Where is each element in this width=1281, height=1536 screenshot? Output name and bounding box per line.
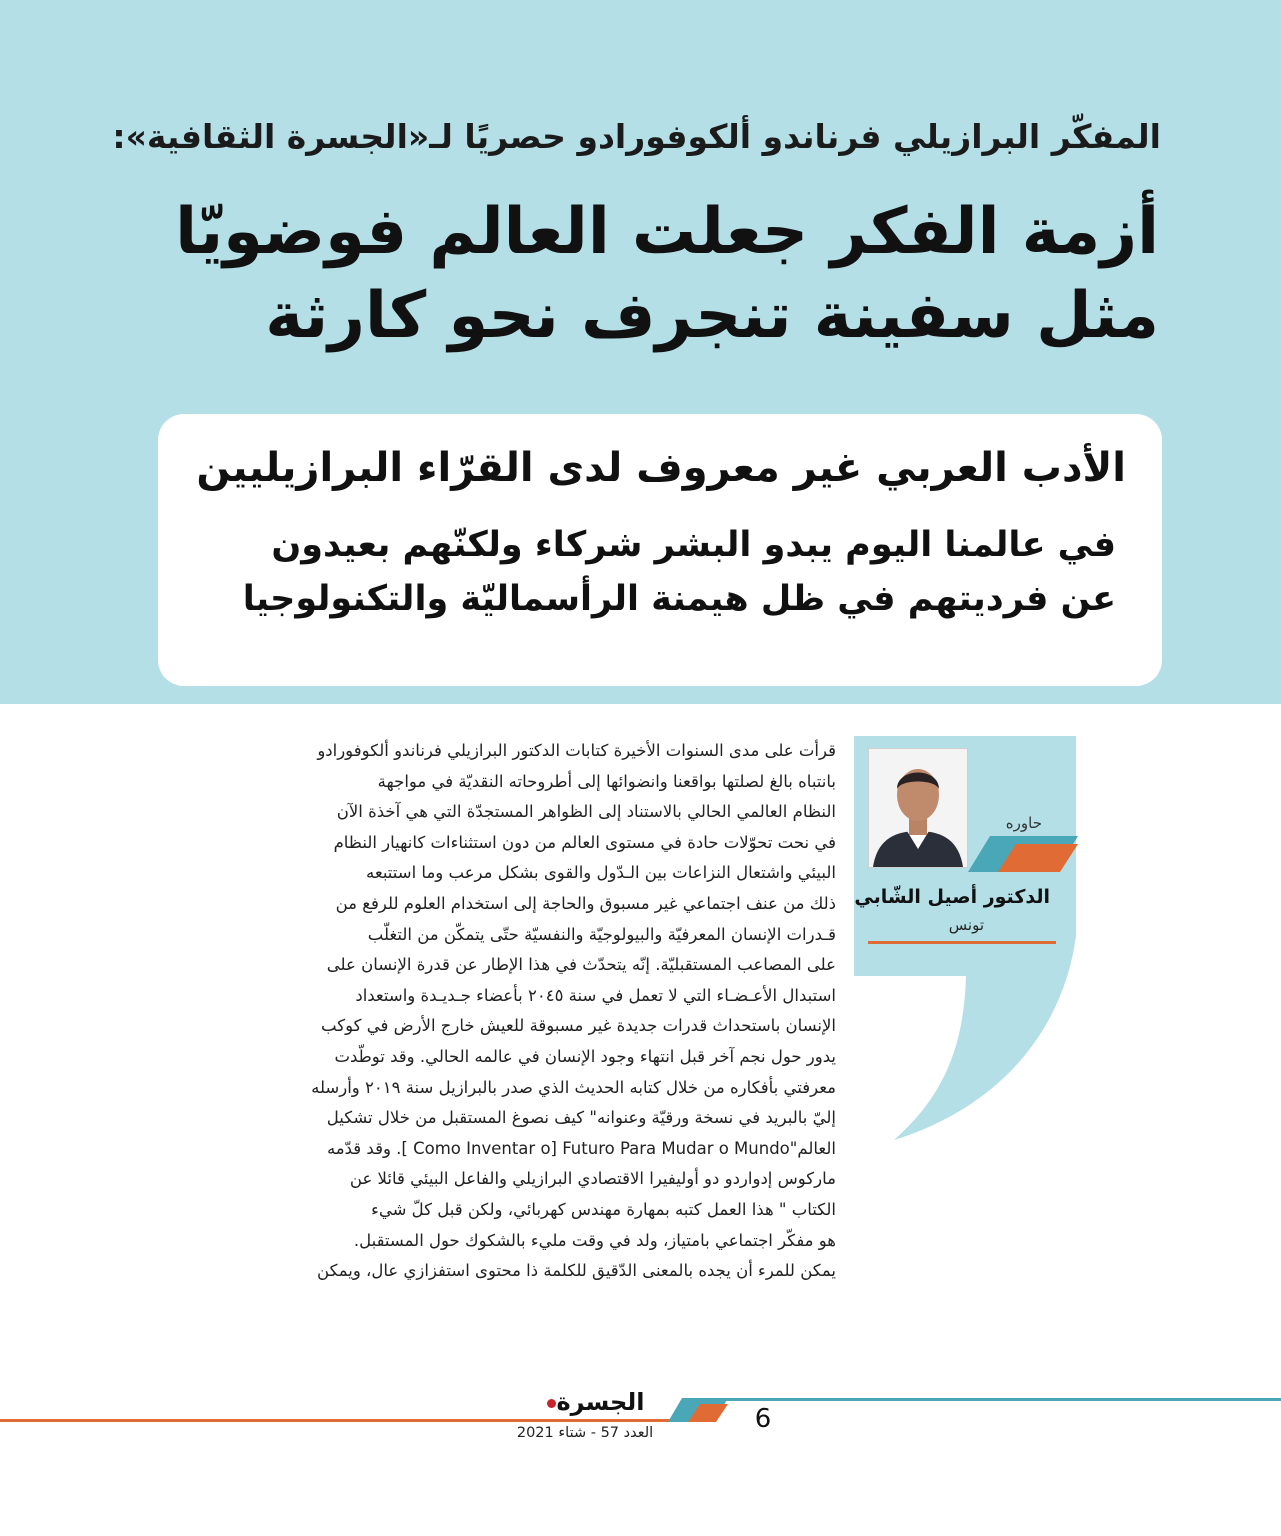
body-line: على المصاعب المستقبليّة. إنّه يتحدّث في هذا الإطار عن قدرة الإنسان على <box>326 955 836 975</box>
author-country: تونس <box>948 916 984 934</box>
footer-rule-teal <box>700 1398 1281 1401</box>
page-number: 6 <box>754 1404 772 1434</box>
magazine-logo <box>540 1388 650 1416</box>
body-line: العالم"Como Inventar o] Futuro Para Mudar o Mundo ]. وقد قدّمه <box>326 1138 836 1158</box>
body-line: استبدال الأعـضـاء التي لا تعمل في سنة ٢٠٤٥ بأعضاء جـديـدة واستعداد <box>355 985 836 1005</box>
body-line: البيئي واشتعال النزاعات بين الـدّول والقوى بشكل مرعب وما استتبعه <box>366 863 836 883</box>
article-body <box>150 736 836 1287</box>
footer-rule-orange <box>0 1419 712 1422</box>
decorative-stripes-icon <box>968 836 1078 872</box>
subheadline-secondary <box>186 518 1116 626</box>
subheadline-line: عن فرديتهم في ظل هيمنة الرأسماليّة والتكنولوجيا <box>242 579 1116 619</box>
main-headline <box>119 190 1159 358</box>
footer-stripes-icon <box>668 1398 728 1422</box>
body-line: في نحت تحوّلات حادة في مستوى العالم من دون استثناءات كانهيار النظام <box>333 832 836 852</box>
body-line: ماركوس إدواردو دو أوليفيرا الاقتصادي البرازيلي والفاعل البيئي قائلا عن <box>349 1169 836 1189</box>
headline-line: أزمة الفكر جعلت العالم فوضويّا <box>175 195 1159 269</box>
body-line: يدور حول نجم آخر قبل انتهاء وجود الإنسان في عالمه الحالي. وقد توطّدت <box>334 1046 836 1066</box>
body-line: هو مفكّر اجتماعي بامتياز، ولد في وقت مليء بالشكوك حول المستقبل. <box>353 1230 836 1250</box>
body-line: النظام العالمي الحالي بالاستناد إلى الظواهر المستجدّة التي هي آخذة الآن <box>336 802 836 822</box>
author-name: الدكتور أصيل الشّابي <box>854 886 1050 908</box>
interviewer-label: حاوره <box>1005 814 1042 832</box>
hero-banner <box>0 0 1281 704</box>
body-line: يمكن للمرء أن يجده بالمعنى الدّقيق للكلمة ذا محتوى استفزازي عال، ويمكن <box>317 1261 836 1281</box>
subheadline-primary: الأدب العربي غير معروف لدى القرّاء البرازيليين <box>196 445 1126 491</box>
body-line: ذلك من عنف اجتماعي غير مسبوق والحاجة إلى استخدام العلوم للرفع من <box>335 893 836 913</box>
author-divider <box>868 941 1056 944</box>
issue-info: العدد 57 - شتاء 2021 <box>516 1425 654 1441</box>
subheadline-box <box>158 414 1162 686</box>
body-line: معرفتي بأفكاره من خلال كتابه الحديث الذي صدر بالبرازيل سنة ٢٠١٩ وأرسله <box>311 1077 836 1097</box>
headline-line: مثل سفينة تنجرف نحو كارثة <box>265 279 1159 353</box>
author-photo <box>868 748 968 868</box>
subheadline-line: في عالمنا اليوم يبدو البشر شركاء ولكنّهم بعيدون <box>271 525 1116 565</box>
body-line: قـدرات الإنسان المعرفيّة والبيولوجيّة والنفسيّة حتّى يتمكّن من التغلّب <box>367 924 836 944</box>
portrait-icon <box>869 749 967 867</box>
body-line: الإنسان باستحداث قدرات جديدة غير مسبوقة للعيش خارج الأرض في كوكب <box>321 1016 836 1036</box>
kicker-line: المفكّر البرازيلي فرناندو ألكوفورادو حصريًا لـ«الجسرة الثقافية»: <box>112 117 1161 156</box>
logo-text: الجسرة <box>556 1388 645 1416</box>
body-line: الكتاب " هذا العمل كتبه بمهارة مهندس كهربائي، ولكن قبل كلّ شيء <box>371 1199 836 1219</box>
body-line: قرأت على مدى السنوات الأخيرة كتابات الدكتور البرازيلي فرناندو ألكوفورادو <box>317 741 836 760</box>
body-line: إليّ بالبريد في نسخة ورقيّة وعنوانه" كيف نصوغ المستقبل من خلال تشكيل <box>326 1108 836 1128</box>
body-line: بانتباه بالغ لصلتها بواقعنا وانضوائها إلى أطروحاته النقديّة في مواجهة <box>377 771 836 791</box>
